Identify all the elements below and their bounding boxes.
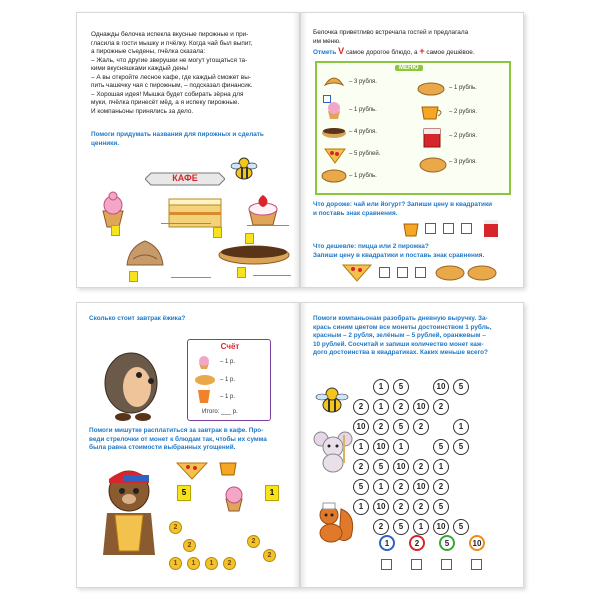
- instruction-part: самое дешёвое.: [426, 49, 475, 56]
- mouse-icon: [313, 429, 353, 473]
- menu-price: – 3 рубля.: [449, 159, 477, 165]
- page-gutter: [301, 303, 307, 587]
- coin[interactable]: 2: [373, 419, 389, 435]
- coin[interactable]: 5: [353, 479, 369, 495]
- coin[interactable]: 2: [247, 535, 260, 548]
- coin[interactable]: 2: [169, 521, 182, 534]
- count-box[interactable]: [471, 559, 482, 570]
- bear-icon: [95, 465, 163, 559]
- question-pizza-pies: Что дешевле: пицца или 2 пирожка? Запиши цену в квадратики и поставь знак сравнения.: [313, 243, 485, 259]
- price-tag: 1: [265, 485, 279, 501]
- cafe-sign: [145, 171, 225, 187]
- page-gutter: [293, 303, 299, 587]
- count-box[interactable]: [381, 559, 392, 570]
- name-line[interactable]: [247, 225, 289, 226]
- menu-price: – 4 рубля.: [349, 129, 377, 135]
- instruction-part: Отметь: [313, 49, 337, 56]
- coin[interactable]: 1: [187, 557, 200, 570]
- coin[interactable]: 5: [433, 499, 449, 515]
- coin[interactable]: 1: [353, 499, 369, 515]
- page-gutter: [301, 13, 307, 287]
- croissant-icon: [323, 73, 345, 91]
- menu-price: – 2 рубля.: [449, 109, 477, 115]
- coin[interactable]: 2: [413, 459, 429, 475]
- coin[interactable]: 10: [393, 459, 409, 475]
- task-text: Помоги придумать названия для пирожных и сделать ценники.: [91, 131, 264, 147]
- coin[interactable]: 2: [393, 499, 409, 515]
- answer-box[interactable]: [379, 267, 390, 278]
- pizza-icon: [323, 145, 347, 165]
- coin[interactable]: 1: [413, 519, 429, 535]
- page-gutter: [293, 13, 299, 287]
- bee-icon: [315, 383, 349, 419]
- page-bottom-left: [76, 302, 300, 588]
- coin[interactable]: 5: [453, 379, 469, 395]
- menu-price: – 3 рубля.: [349, 79, 377, 85]
- count-box[interactable]: [441, 559, 452, 570]
- strawberry-cake-icon: [245, 191, 281, 227]
- coin[interactable]: 5: [453, 519, 469, 535]
- hedgehog-question: Сколько стоит завтрак ёжика?: [89, 315, 186, 322]
- menu-price: – 5 рублей.: [349, 151, 381, 157]
- menu-title: МЕНЮ: [395, 65, 423, 71]
- tea-cup-icon: [401, 219, 423, 239]
- price-tag[interactable]: [213, 227, 222, 238]
- cafe-sign-label: КАФЕ: [172, 173, 198, 183]
- coin[interactable]: 5: [393, 379, 409, 395]
- coin[interactable]: 1: [169, 557, 182, 570]
- legend-coin-10: 10: [469, 535, 485, 551]
- coin[interactable]: 2: [223, 557, 236, 570]
- pie-icon: [194, 372, 216, 386]
- yogurt-icon: [481, 217, 501, 239]
- coin[interactable]: 2: [433, 399, 449, 415]
- legend-coin-1: 1: [379, 535, 395, 551]
- coin[interactable]: 2: [373, 519, 389, 535]
- coin[interactable]: 1: [353, 439, 369, 455]
- page-top-right: [300, 12, 524, 288]
- tea-cup-icon: [217, 457, 243, 479]
- revenue-task-text: Помоги компаньонам разобрать дневную выручку. За- крась синим цветом все монеты достоинством 1 рубль, красным – 2 рубля, зелёным – 5 рублей, оранжевым – 10 рублей. Сосчитай и запиши количество монет каж- дого достоинства в квадратиках. Каких меньше всего?: [313, 315, 492, 357]
- squirrel-icon: [311, 499, 357, 545]
- coin[interactable]: 2: [183, 539, 196, 552]
- coin-grid: [353, 379, 523, 529]
- story-text: Однажды белочка испекла вкусные пирожные и при- гласила в гости мышку и пчёлку. Когда чай был выпит, а пирожные съедены, пчёлка сказала: – Жаль, что другие зверушки не могут угощаться та- кими вкусняшками каждый день! – А вы откройте лесное кафе, где каждый сможет вы- пить чашечку чая с пирожным, – подсказал финансик. – Хорошая идея! Мышка будет собирать зёрна для муки, пчёлка принесёт мёд, а я испеку пирожные. И компаньоны принялись за дело.: [91, 31, 253, 115]
- legend-coin-2: 2: [409, 535, 425, 551]
- bill-row: – 1 р.: [220, 394, 236, 400]
- bill-total: Итого: ___ р.: [202, 409, 238, 415]
- instruction-part: самое дорогое блюдо, а: [345, 49, 418, 56]
- coin[interactable]: 10: [373, 439, 389, 455]
- coin[interactable]: 10: [413, 399, 429, 415]
- coin[interactable]: 10: [433, 519, 449, 535]
- hedgehog-icon: [99, 343, 163, 423]
- yogurt-icon: [421, 125, 443, 149]
- bill-card: [187, 339, 271, 421]
- coin[interactable]: 1: [205, 557, 218, 570]
- pie-icon: [467, 263, 497, 281]
- coin[interactable]: 2: [393, 399, 409, 415]
- answer-box[interactable]: [443, 223, 454, 234]
- juice-glass-icon: [196, 388, 212, 404]
- check-mark-icon: V: [338, 46, 345, 56]
- coin[interactable]: 2: [263, 549, 276, 562]
- cupcake-icon: [219, 483, 249, 513]
- menu-price: – 1 рубль.: [449, 85, 477, 91]
- coin[interactable]: 2: [393, 479, 409, 495]
- menu-price: – 1 рубль.: [349, 107, 377, 113]
- coin[interactable]: 10: [413, 479, 429, 495]
- coin[interactable]: 2: [413, 419, 429, 435]
- coin[interactable]: 1: [453, 419, 469, 435]
- layer-cake-icon: [167, 197, 223, 229]
- legend-coin-5: 5: [439, 535, 455, 551]
- cupcake-icon: [97, 189, 129, 229]
- pastry-roll-icon: [417, 81, 445, 97]
- coin[interactable]: 2: [353, 399, 369, 415]
- coin[interactable]: 5: [373, 459, 389, 475]
- name-line[interactable]: [253, 275, 291, 276]
- coin[interactable]: 1: [373, 379, 389, 395]
- price-tag[interactable]: [129, 271, 138, 282]
- tea-cup-icon: [419, 101, 445, 123]
- pizza-icon: [341, 261, 373, 283]
- pizza-icon: [175, 459, 209, 481]
- page-bottom-right: [300, 302, 524, 588]
- pie-icon: [321, 167, 347, 183]
- coin[interactable]: 1: [373, 479, 389, 495]
- cupcake-icon: [323, 99, 345, 121]
- question-tea-yogurt: Что дороже: чай или йогурт? Запиши цену в квадратики и поставь знак сравнения.: [313, 201, 493, 217]
- bear-task-text: Помоги мишутке расплатиться за завтрак в кафе. Про- веди стрелочки от монет к блюдам так, чтобы их сумма была равна стоимости выбранных угощений.: [89, 427, 267, 452]
- menu-price: – 1 рубль.: [349, 173, 377, 179]
- price-tag: 5: [177, 485, 191, 501]
- bee-icon: [227, 153, 261, 187]
- coin[interactable]: 2: [433, 479, 449, 495]
- answer-box[interactable]: [425, 223, 436, 234]
- coin[interactable]: 5: [393, 419, 409, 435]
- cupcake-icon: [194, 354, 214, 370]
- menu-intro-text: Белочка приветливо встречала гостей и предлагала им меню.: [313, 29, 469, 45]
- coin[interactable]: 1: [433, 459, 449, 475]
- eclair-icon: [217, 241, 291, 265]
- coin[interactable]: 5: [433, 439, 449, 455]
- coin[interactable]: 2: [353, 459, 369, 475]
- count-box[interactable]: [411, 559, 422, 570]
- menu-price: – 2 рубля.: [449, 133, 477, 139]
- pie-icon: [435, 263, 465, 281]
- plus-mark-icon: +: [419, 46, 425, 56]
- coin[interactable]: 5: [453, 439, 469, 455]
- eclair-icon: [321, 125, 347, 139]
- answer-box[interactable]: [415, 267, 426, 278]
- coin[interactable]: 2: [413, 499, 429, 515]
- coin[interactable]: 1: [393, 439, 409, 455]
- name-line[interactable]: [171, 277, 211, 278]
- coin[interactable]: 10: [373, 499, 389, 515]
- bun-icon: [419, 155, 447, 173]
- bill-title: Счёт: [220, 342, 240, 351]
- page-top-left: [76, 12, 300, 288]
- bill-row: – 1 р.: [220, 377, 236, 383]
- bill-row: – 1 р.: [220, 359, 236, 365]
- name-line[interactable]: [161, 223, 211, 224]
- price-tag[interactable]: [111, 225, 120, 236]
- coin[interactable]: 1: [373, 399, 389, 415]
- meringue-icon: [123, 235, 167, 269]
- answer-box[interactable]: [461, 223, 472, 234]
- price-tag[interactable]: [237, 267, 246, 278]
- answer-box[interactable]: [397, 267, 408, 278]
- coin[interactable]: 5: [393, 519, 409, 535]
- coin[interactable]: 10: [353, 419, 369, 435]
- menu-instruction: [313, 46, 523, 58]
- coin[interactable]: 10: [433, 379, 449, 395]
- menu-board: [315, 61, 511, 195]
